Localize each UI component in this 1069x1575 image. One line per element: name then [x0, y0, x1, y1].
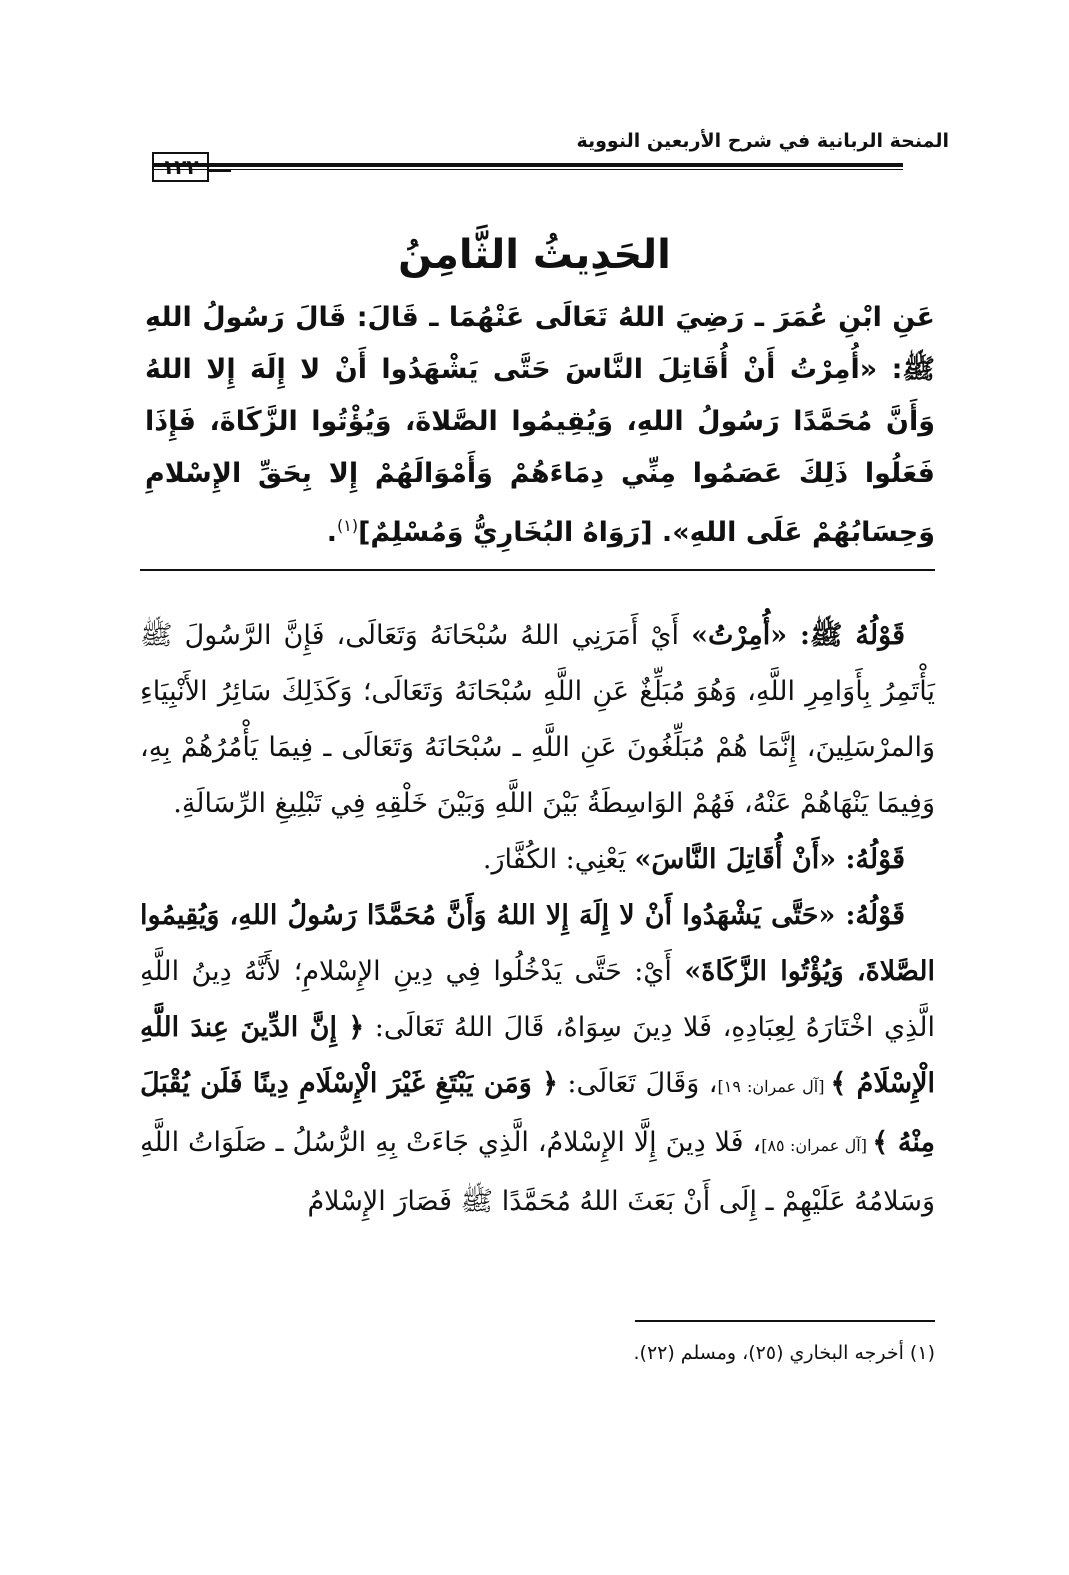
- commentary-paragraph-2: [140, 832, 935, 888]
- quran-ref-2: [آل عمران: ٨٥]: [761, 1136, 873, 1155]
- commentary-3-quote: قَوْلُهُ: «حَتَّى يَشْهَدُوا أَنْ لا إِلَهَ إِلا اللهُ وَأَنَّ مُحَمَّدًا رَسُولُ اللهِ، وَيُقِيمُوا الصَّلاةَ، وَيُؤْتُوا الزَّكَاةَ»: [140, 900, 936, 987]
- commentary-paragraph-1: [140, 608, 935, 832]
- footnote-rule: [635, 1320, 935, 1322]
- hadith-text-block: [145, 292, 935, 559]
- footnote-marker: (١): [336, 516, 359, 535]
- quran-ref-1: [آل عمران: ١٩]: [717, 1077, 831, 1096]
- page-number: ١٢٢: [152, 152, 209, 182]
- commentary-3-text-a: أَيْ: حَتَّى يَدْخُلُوا فِي دِينِ الإِسْلامِ؛ لأَنَّهُ دِينُ اللَّهِ الَّذِي اخْتَارَهُ لِعِبَادِهِ، فَلا دِينَ سِوَاهُ، قَالَ اللهُ تَعَالَى:: [140, 956, 935, 1043]
- quran-verse-1: ﴿ إِنَّ الدِّينَ عِندَ اللَّهِ الْإِسْلَامُ ﴾: [140, 1012, 935, 1099]
- commentary-1-quote: قَوْلُهُ ﷺ: «أُمِرْتُ»: [691, 620, 905, 651]
- commentary-2-quote: قَوْلُهُ: «أَنْ أُقَاتِلَ النَّاسَ»: [634, 844, 905, 875]
- hadith-text: عَنِ ابْنِ عُمَرَ ـ رَضِيَ اللهُ تَعَالَى عَنْهُمَا ـ قَالَ: قَالَ رَسُولُ اللهِ ﷺ: «أُمِرْتُ أَنْ أُقَاتِلَ النَّاسَ حَتَّى يَشْهَدُوا أَنْ لا إِلَهَ إِلا اللهُ وَأَنَّ مُحَمَّدًا رَسُولُ اللهِ، وَيُقِيمُوا الصَّلاةَ، وَيُؤْتُوا الزَّكَاةَ، فَإِذَا فَعَلُوا ذَلِكَ عَصَمُوا مِنِّي دِمَاءَهُمْ وَأَمْوَالَهُمْ إِلا بِحَقِّ الإِسْلامِ وَحِسَابُهُمْ عَلَى اللهِ». [رَوَاهُ البُخَارِيُّ وَمُسْلِمٌ]: [145, 302, 935, 548]
- footnote: (١) أخرجه البخاري (٢٥)، ومسلم (٢٢).: [633, 1342, 935, 1364]
- commentary-3-text-c: ، فَلا دِينَ إِلَّا الإِسْلامُ، الَّذِي جَاءَتْ بِهِ الرُّسُلُ ـ صَلَوَاتُ اللَّهِ وَسَلامُهُ عَلَيْهِمْ ـ إِلَى أَنْ بَعَثَ اللهُ مُحَمَّدًا ﷺ فَصَارَ الإِسْلامُ: [140, 1127, 935, 1217]
- commentary-block: [140, 608, 935, 1230]
- hadith-end-punct: .: [326, 517, 337, 548]
- section-divider: [140, 569, 935, 571]
- commentary-3-text-b: ، وَقَالَ تَعَالَى:: [557, 1068, 718, 1099]
- commentary-2-text: يَعْنِي: الكُفَّارَ.: [482, 844, 635, 875]
- hadith-title: الحَدِيثُ الثَّامِنُ: [398, 232, 671, 278]
- commentary-paragraph-3: [140, 888, 935, 1230]
- running-header-book-title: المنحة الربانية في شرح الأربعين النووية: [576, 130, 949, 152]
- header-rule: [152, 163, 903, 170]
- quran-verse-2: ﴿ وَمَن يَبْتَغِ غَيْرَ الْإِسْلَامِ دِينًا فَلَن يُقْبَلَ مِنْهُ ﴾: [140, 1068, 935, 1158]
- commentary-1-text: أَيْ أَمَرَنِي اللهُ سُبْحَانَهُ وَتَعَالَى، فَإِنَّ الرَّسُولَ ﷺ يَأْتَمِرُ بِأَوَامِرِ اللَّهِ، وَهُوَ مُبَلِّغٌ عَنِ اللَّهِ سُبْحَانَهُ وَتَعَالَى؛ وَكَذَلِكَ سَائِرُ الأَنْبِيَاءِ وَالمرْسَلِينَ، إِنَّمَا هُمْ مُبَلِّغُونَ عَنِ اللَّهِ ـ سُبْحَانَهُ وَتَعَالَى ـ فِيمَا يَأْمُرُهُمْ بِهِ، وَفِيمَا يَنْهَاهُمْ عَنْهُ، فَهُمْ الوَاسِطَةُ بَيْنَ اللَّهِ وَبَيْنَ خَلْقِهِ فِي تَبْلِيغِ الرِّسَالَةِ.: [140, 620, 935, 819]
